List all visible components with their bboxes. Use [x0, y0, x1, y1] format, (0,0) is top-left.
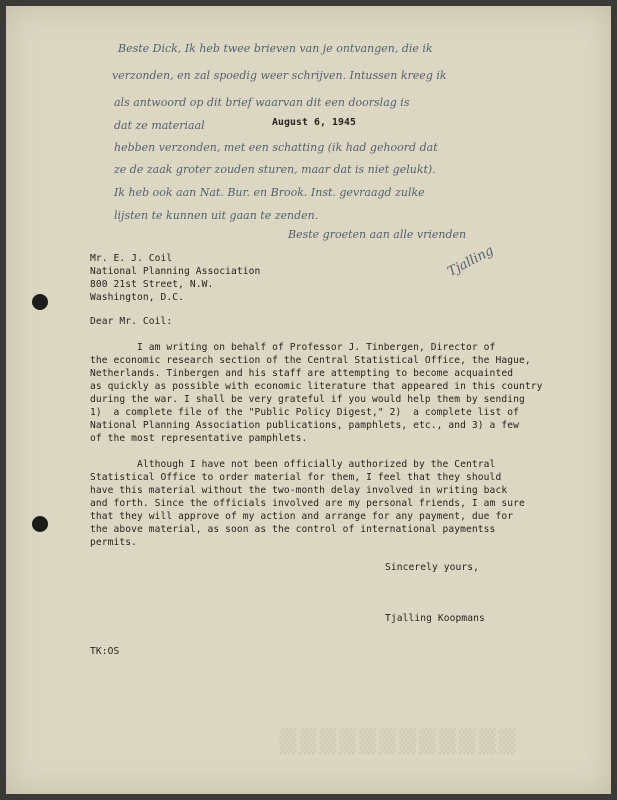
typed-signature: Tjalling Koopmans — [385, 613, 485, 624]
body-line: National Planning Association publications, pamphlets, etc., and 3) a few — [90, 420, 519, 431]
body-line: Although I have not been officially authorized by the Central — [90, 459, 496, 470]
punch-hole-bottom — [32, 516, 48, 532]
handwritten-line: Beste Dick, Ik heb twee brieven van je ontvangen, die ik — [118, 42, 433, 55]
handwritten-line: Ik heb ook aan Nat. Bur. en Brook. Inst. gevraagd zulke — [114, 186, 425, 199]
paper-watermark: ▒▒▒▒▒▒▒▒▒▒▒▒ — [276, 730, 516, 755]
address-line: Washington, D.C. — [90, 292, 185, 303]
body-line: that they will approve of my action and arrange for any payment, due for — [90, 511, 514, 522]
body-line: permits. — [90, 537, 138, 548]
handwritten-initials: Tjalling — [445, 243, 497, 280]
handwritten-line: lijsten te kunnen uit gaan te zenden. — [114, 209, 319, 222]
closing: Sincerely yours, — [385, 562, 480, 573]
body-line: have this material without the two-month delay involved in writing back — [90, 485, 508, 496]
handwritten-line: Beste groeten aan alle vrienden — [288, 228, 467, 241]
body-line: I am writing on behalf of Professor J. Tinbergen, Director of — [90, 342, 496, 353]
address-line: National Planning Association — [90, 266, 261, 277]
body-line: during the war. I shall be very grateful if you would help them by sending — [90, 394, 525, 405]
letter-page — [6, 6, 611, 794]
address-line: Mr. E. J. Coil — [90, 253, 173, 264]
handwritten-line: ze de zaak groter zouden sturen, maar dat is niet gelukt). — [114, 163, 436, 176]
reference-initials: TK:OS — [90, 646, 120, 657]
body-line: the above material, as soon as the control of international paymentss — [90, 524, 496, 535]
handwritten-line: als antwoord op dit brief waarvan dit een doorslag is — [114, 96, 410, 109]
handwritten-line: hebben verzonden, met een schatting (ik had gehoord dat — [114, 141, 438, 154]
body-line: of the most representative pamphlets. — [90, 433, 308, 444]
body-line: the economic research section of the Central Statistical Office, the Hague, — [90, 355, 531, 366]
body-line: as quickly as possible with economic literature that appeared in this country — [90, 381, 543, 392]
salutation: Dear Mr. Coil: — [90, 316, 173, 327]
body-line: and forth. Since the officials involved are my personal friends, I am sure — [90, 498, 525, 509]
handwritten-line: dat ze materiaal — [114, 119, 205, 132]
letter-date: August 6, 1945 — [272, 117, 356, 128]
address-line: 800 21st Street, N.W. — [90, 279, 214, 290]
body-line: Statistical Office to order material for them, I feel that they should — [90, 472, 502, 483]
punch-hole-top — [32, 294, 48, 310]
body-line: 1) a complete file of the "Public Policy Digest," 2) a complete list of — [90, 407, 519, 418]
handwritten-line: verzonden, en zal spoedig weer schrijven. Intussen kreeg ik — [112, 69, 447, 82]
body-line: Netherlands. Tinbergen and his staff are attempting to become acquainted — [90, 368, 514, 379]
